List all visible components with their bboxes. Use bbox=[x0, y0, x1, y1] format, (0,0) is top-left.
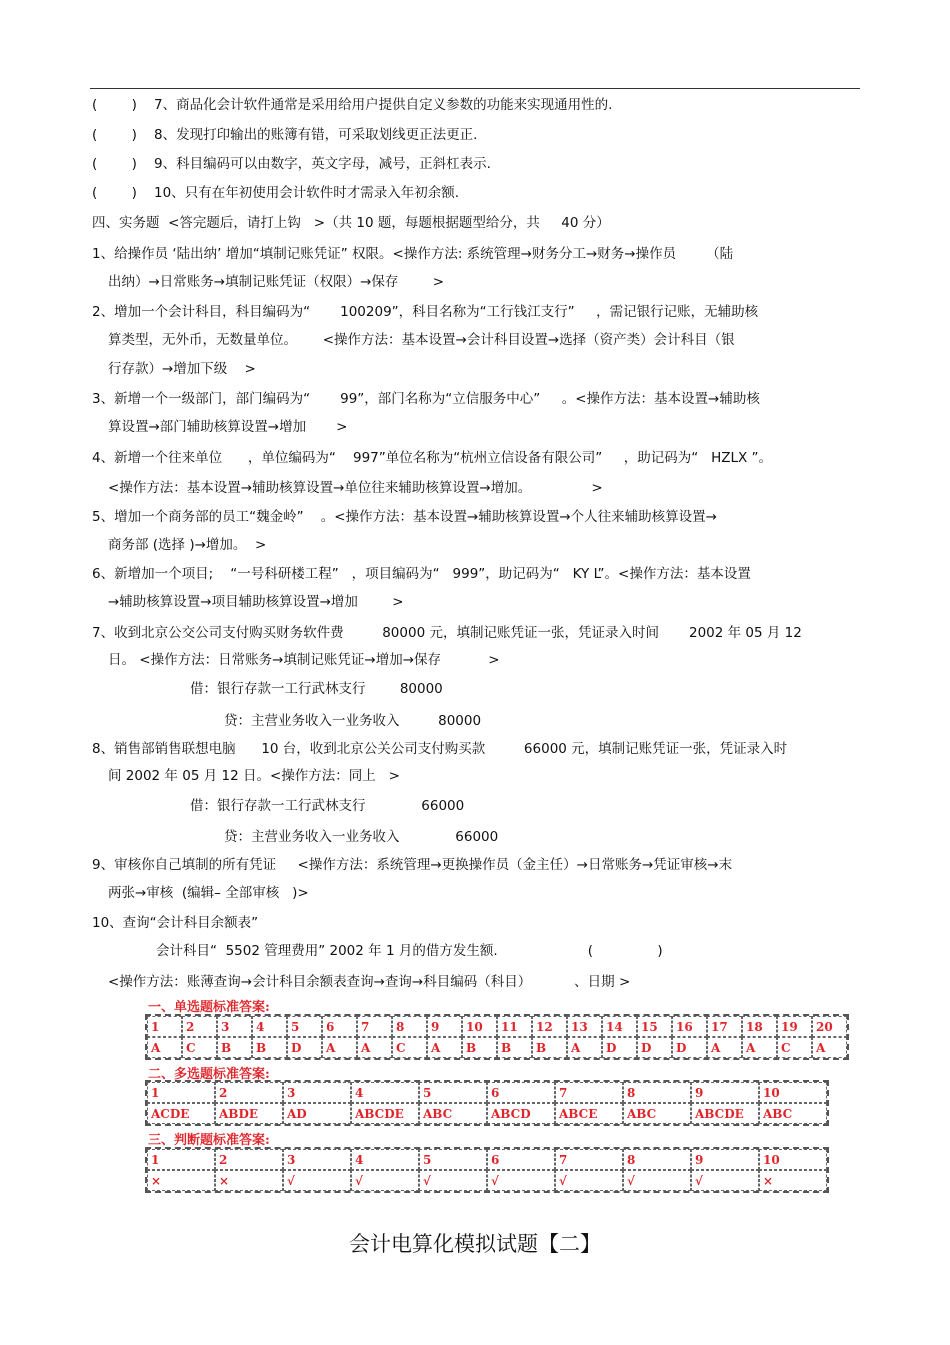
q10-line-3: <操作方法：账薄查询→会计科目余额表查询→查询→科目编码（科目） 、日期 > bbox=[108, 974, 631, 990]
multi-choice-answer-table bbox=[145, 1080, 829, 1126]
tf-text: 10、只有在年初使用会计软件时才需录入年初余额. bbox=[154, 185, 460, 201]
question-number-cell: 2 bbox=[215, 1082, 283, 1103]
tf-item-10 bbox=[92, 184, 459, 202]
q9-line-2: 两张→审核 (编辑– 全部审核 )> bbox=[108, 885, 309, 901]
table-row bbox=[147, 1149, 827, 1170]
question-number-cell: 4 bbox=[252, 1016, 287, 1037]
q6-line-2: →辅助核算设置→项目辅助核算设置→增加 > bbox=[108, 594, 404, 610]
q2-line-3: 行存款）→增加下级 > bbox=[108, 361, 256, 377]
answer-cell: B bbox=[462, 1037, 497, 1058]
q2-line-1: 2、增加一个会计科目，科目编码为“ 100209”，科目名称为“工行钱江支行” ，需记银行记账，无辅助核 bbox=[92, 304, 759, 320]
table-row bbox=[147, 1103, 827, 1124]
q3-line-1: 3、新增一个一级部门，部门编码为“ 99”，部门名称为“立信服务中心” 。<操作方法：基本设置→辅助核 bbox=[92, 391, 760, 407]
answer-blank: ( ) bbox=[92, 127, 137, 143]
single-choice-answers-title: 一、单选题标准答案: bbox=[148, 1000, 270, 1015]
answer-cell: ABC bbox=[759, 1103, 827, 1124]
question-number-cell: 7 bbox=[555, 1082, 623, 1103]
q5-line-2: 商务部 (选择 )→增加。 > bbox=[108, 537, 267, 553]
question-number-cell: 6 bbox=[322, 1016, 357, 1037]
q7-credit: 贷：主营业务收入一业务收入 80000 bbox=[224, 713, 482, 729]
question-number-cell: 3 bbox=[283, 1082, 351, 1103]
answer-cell: √ bbox=[419, 1170, 487, 1191]
answer-cell: D bbox=[287, 1037, 322, 1058]
question-number-cell: 11 bbox=[497, 1016, 532, 1037]
q8-line-2: 间 2002 年 05 月 12 日。<操作方法：同上 > bbox=[108, 768, 400, 784]
question-number-cell: 5 bbox=[419, 1149, 487, 1170]
single-choice-answer-table bbox=[145, 1014, 849, 1060]
question-number-cell: 2 bbox=[215, 1149, 283, 1170]
question-number-cell: 8 bbox=[392, 1016, 427, 1037]
answer-cell: ABCDE bbox=[351, 1103, 419, 1124]
answer-cell: C bbox=[777, 1037, 812, 1058]
question-number-cell: 9 bbox=[691, 1082, 759, 1103]
answer-blank: ( ) bbox=[92, 97, 137, 113]
tf-text: 7、商品化会计软件通常是采用给用户提供自定义参数的功能来实现通用性的. bbox=[154, 97, 613, 113]
q9-line-1: 9、审核你自己填制的所有凭证 <操作方法：系统管理→更换操作员（金主任）→日常账务→凭证审核→末 bbox=[92, 857, 733, 873]
question-number-cell: 8 bbox=[623, 1149, 691, 1170]
question-number-cell: 18 bbox=[742, 1016, 777, 1037]
question-number-cell: 4 bbox=[351, 1149, 419, 1170]
answer-cell: √ bbox=[555, 1170, 623, 1191]
answer-cell: A bbox=[707, 1037, 742, 1058]
answer-cell: ABC bbox=[419, 1103, 487, 1124]
question-number-cell: 1 bbox=[147, 1016, 182, 1037]
q6-line-1: 6、新增加一个项目; “一号科研楼工程” ，项目编码为“ 999”，助记码为“ KY L”。<操作方法：基本设置 bbox=[92, 566, 751, 582]
answer-cell: × bbox=[759, 1170, 827, 1191]
answer-cell: A bbox=[147, 1037, 182, 1058]
answer-cell: ABCD bbox=[487, 1103, 555, 1124]
q2-line-2: 算类型，无外币，无数量单位。 <操作方法：基本设置→会计科目设置→选择（资产类）会计科目（银 bbox=[108, 332, 735, 348]
tf-text: 8、发现打印输出的账簿有错，可采取划线更正法更正. bbox=[154, 127, 478, 143]
question-number-cell: 1 bbox=[147, 1082, 215, 1103]
answer-cell: ABDE bbox=[215, 1103, 283, 1124]
question-number-cell: 14 bbox=[602, 1016, 637, 1037]
question-number-cell: 4 bbox=[351, 1082, 419, 1103]
question-number-cell: 9 bbox=[691, 1149, 759, 1170]
question-number-cell: 6 bbox=[487, 1082, 555, 1103]
question-number-cell: 13 bbox=[567, 1016, 602, 1037]
answer-cell: A bbox=[742, 1037, 777, 1058]
answer-cell: √ bbox=[623, 1170, 691, 1191]
table-row bbox=[147, 1082, 827, 1103]
answer-cell: × bbox=[215, 1170, 283, 1191]
q1-line-2: 出纳）→日常账务→填制记账凭证（权限）→保存 > bbox=[108, 274, 445, 290]
q7-line-1: 7、收到北京公交公司支付购买财务软件费 80000 元，填制记账凭证一张，凭证录入时间 2002 年 05 月 12 bbox=[92, 625, 802, 641]
q7-line-2: 日。 <操作方法：日常账务→填制记账凭证→增加→保存 > bbox=[108, 652, 500, 668]
answer-cell: B bbox=[497, 1037, 532, 1058]
question-number-cell: 1 bbox=[147, 1149, 215, 1170]
tf-text: 9、科目编码可以由数字，英文字母，减号，正斜杠表示. bbox=[154, 156, 491, 172]
answer-cell: B bbox=[217, 1037, 252, 1058]
question-number-cell: 19 bbox=[777, 1016, 812, 1037]
answer-cell: ABCE bbox=[555, 1103, 623, 1124]
answer-cell: B bbox=[252, 1037, 287, 1058]
answer-cell: A bbox=[427, 1037, 462, 1058]
answer-cell: √ bbox=[283, 1170, 351, 1191]
answer-cell: ACDE bbox=[147, 1103, 215, 1124]
question-number-cell: 17 bbox=[707, 1016, 742, 1037]
answer-cell: A bbox=[322, 1037, 357, 1058]
answer-cell: D bbox=[602, 1037, 637, 1058]
question-number-cell: 10 bbox=[462, 1016, 497, 1037]
answer-cell: √ bbox=[351, 1170, 419, 1191]
q8-credit: 贷：主营业务收入一业务收入 66000 bbox=[224, 829, 499, 845]
answer-cell: AD bbox=[283, 1103, 351, 1124]
tf-item-7 bbox=[92, 96, 612, 114]
question-number-cell: 10 bbox=[759, 1149, 827, 1170]
q8-line-1: 8、销售部销售联想电脑 10 台，收到北京公关公司支付购买款 66000 元，填制记账凭证一张，凭证录入时 bbox=[92, 741, 788, 757]
answer-cell: D bbox=[672, 1037, 707, 1058]
question-number-cell: 10 bbox=[759, 1082, 827, 1103]
q4-line-1: 4、新增一个往来单位 ，单位编码为“ 997”单位名称为“杭州立信设备有限公司” ，助记码为“ HZLX ”。 bbox=[92, 450, 773, 466]
question-number-cell: 9 bbox=[427, 1016, 462, 1037]
answer-cell: ABCDE bbox=[691, 1103, 759, 1124]
table-row bbox=[147, 1016, 847, 1037]
answer-cell: C bbox=[392, 1037, 427, 1058]
answer-cell: A bbox=[567, 1037, 602, 1058]
q1-line-1: 1、给操作员 ‘陆出纳’ 增加“填制记账凭证” 权限。<操作方法: 系统管理→财务分工→财务→操作员 （陆 bbox=[92, 246, 734, 262]
tf-item-9 bbox=[92, 155, 491, 173]
question-number-cell: 3 bbox=[283, 1149, 351, 1170]
question-number-cell: 20 bbox=[812, 1016, 847, 1037]
top-rule bbox=[90, 88, 860, 89]
answer-cell: √ bbox=[487, 1170, 555, 1191]
q10-line-2: 会计科目“ 5502 管理费用” 2002 年 1 月的借方发生额. ( ) bbox=[156, 943, 663, 959]
answer-blank: ( ) bbox=[92, 185, 137, 201]
q10-line-1: 10、查询“会计科目余额表” bbox=[92, 915, 259, 931]
question-number-cell: 7 bbox=[555, 1149, 623, 1170]
table-row bbox=[147, 1170, 827, 1191]
question-number-cell: 5 bbox=[287, 1016, 322, 1037]
question-number-cell: 7 bbox=[357, 1016, 392, 1037]
question-number-cell: 2 bbox=[182, 1016, 217, 1037]
question-number-cell: 6 bbox=[487, 1149, 555, 1170]
table-row bbox=[147, 1037, 847, 1058]
answer-cell: A bbox=[812, 1037, 847, 1058]
answer-cell: A bbox=[357, 1037, 392, 1058]
answer-cell: D bbox=[637, 1037, 672, 1058]
answer-cell: B bbox=[532, 1037, 567, 1058]
question-number-cell: 5 bbox=[419, 1082, 487, 1103]
answer-cell: × bbox=[147, 1170, 215, 1191]
true-false-answer-table bbox=[145, 1147, 829, 1193]
question-number-cell: 16 bbox=[672, 1016, 707, 1037]
answer-cell: C bbox=[182, 1037, 217, 1058]
question-number-cell: 3 bbox=[217, 1016, 252, 1037]
q8-debit: 借：银行存款一工行武林支行 66000 bbox=[190, 798, 465, 814]
question-number-cell: 15 bbox=[637, 1016, 672, 1037]
tf-item-8 bbox=[92, 126, 477, 144]
q3-line-2: 算设置→部门辅助核算设置→增加 > bbox=[108, 419, 348, 435]
next-exam-title: 会计电算化模拟试题【二】 bbox=[349, 1232, 601, 1256]
true-false-answers-title: 三、判断题标准答案: bbox=[148, 1133, 270, 1148]
answer-cell: ABC bbox=[623, 1103, 691, 1124]
question-number-cell: 12 bbox=[532, 1016, 567, 1037]
q5-line-1: 5、增加一个商务部的员工“魏金岭” 。<操作方法：基本设置→辅助核算设置→个人往来辅助核算设置→ bbox=[92, 509, 717, 525]
answer-blank: ( ) bbox=[92, 156, 137, 172]
section-heading-practical: 四、实务题 <答完题后，请打上钩 >（共 10 题，每题根据题型给分，共 40 分） bbox=[92, 215, 610, 231]
q4-line-2: <操作方法：基本设置→辅助核算设置→单位往来辅助核算设置→增加。 > bbox=[108, 480, 603, 496]
q7-debit: 借：银行存款一工行武林支行 80000 bbox=[190, 681, 443, 697]
answer-cell: √ bbox=[691, 1170, 759, 1191]
question-number-cell: 8 bbox=[623, 1082, 691, 1103]
multi-choice-answers-title: 二、多选题标准答案: bbox=[148, 1067, 270, 1082]
